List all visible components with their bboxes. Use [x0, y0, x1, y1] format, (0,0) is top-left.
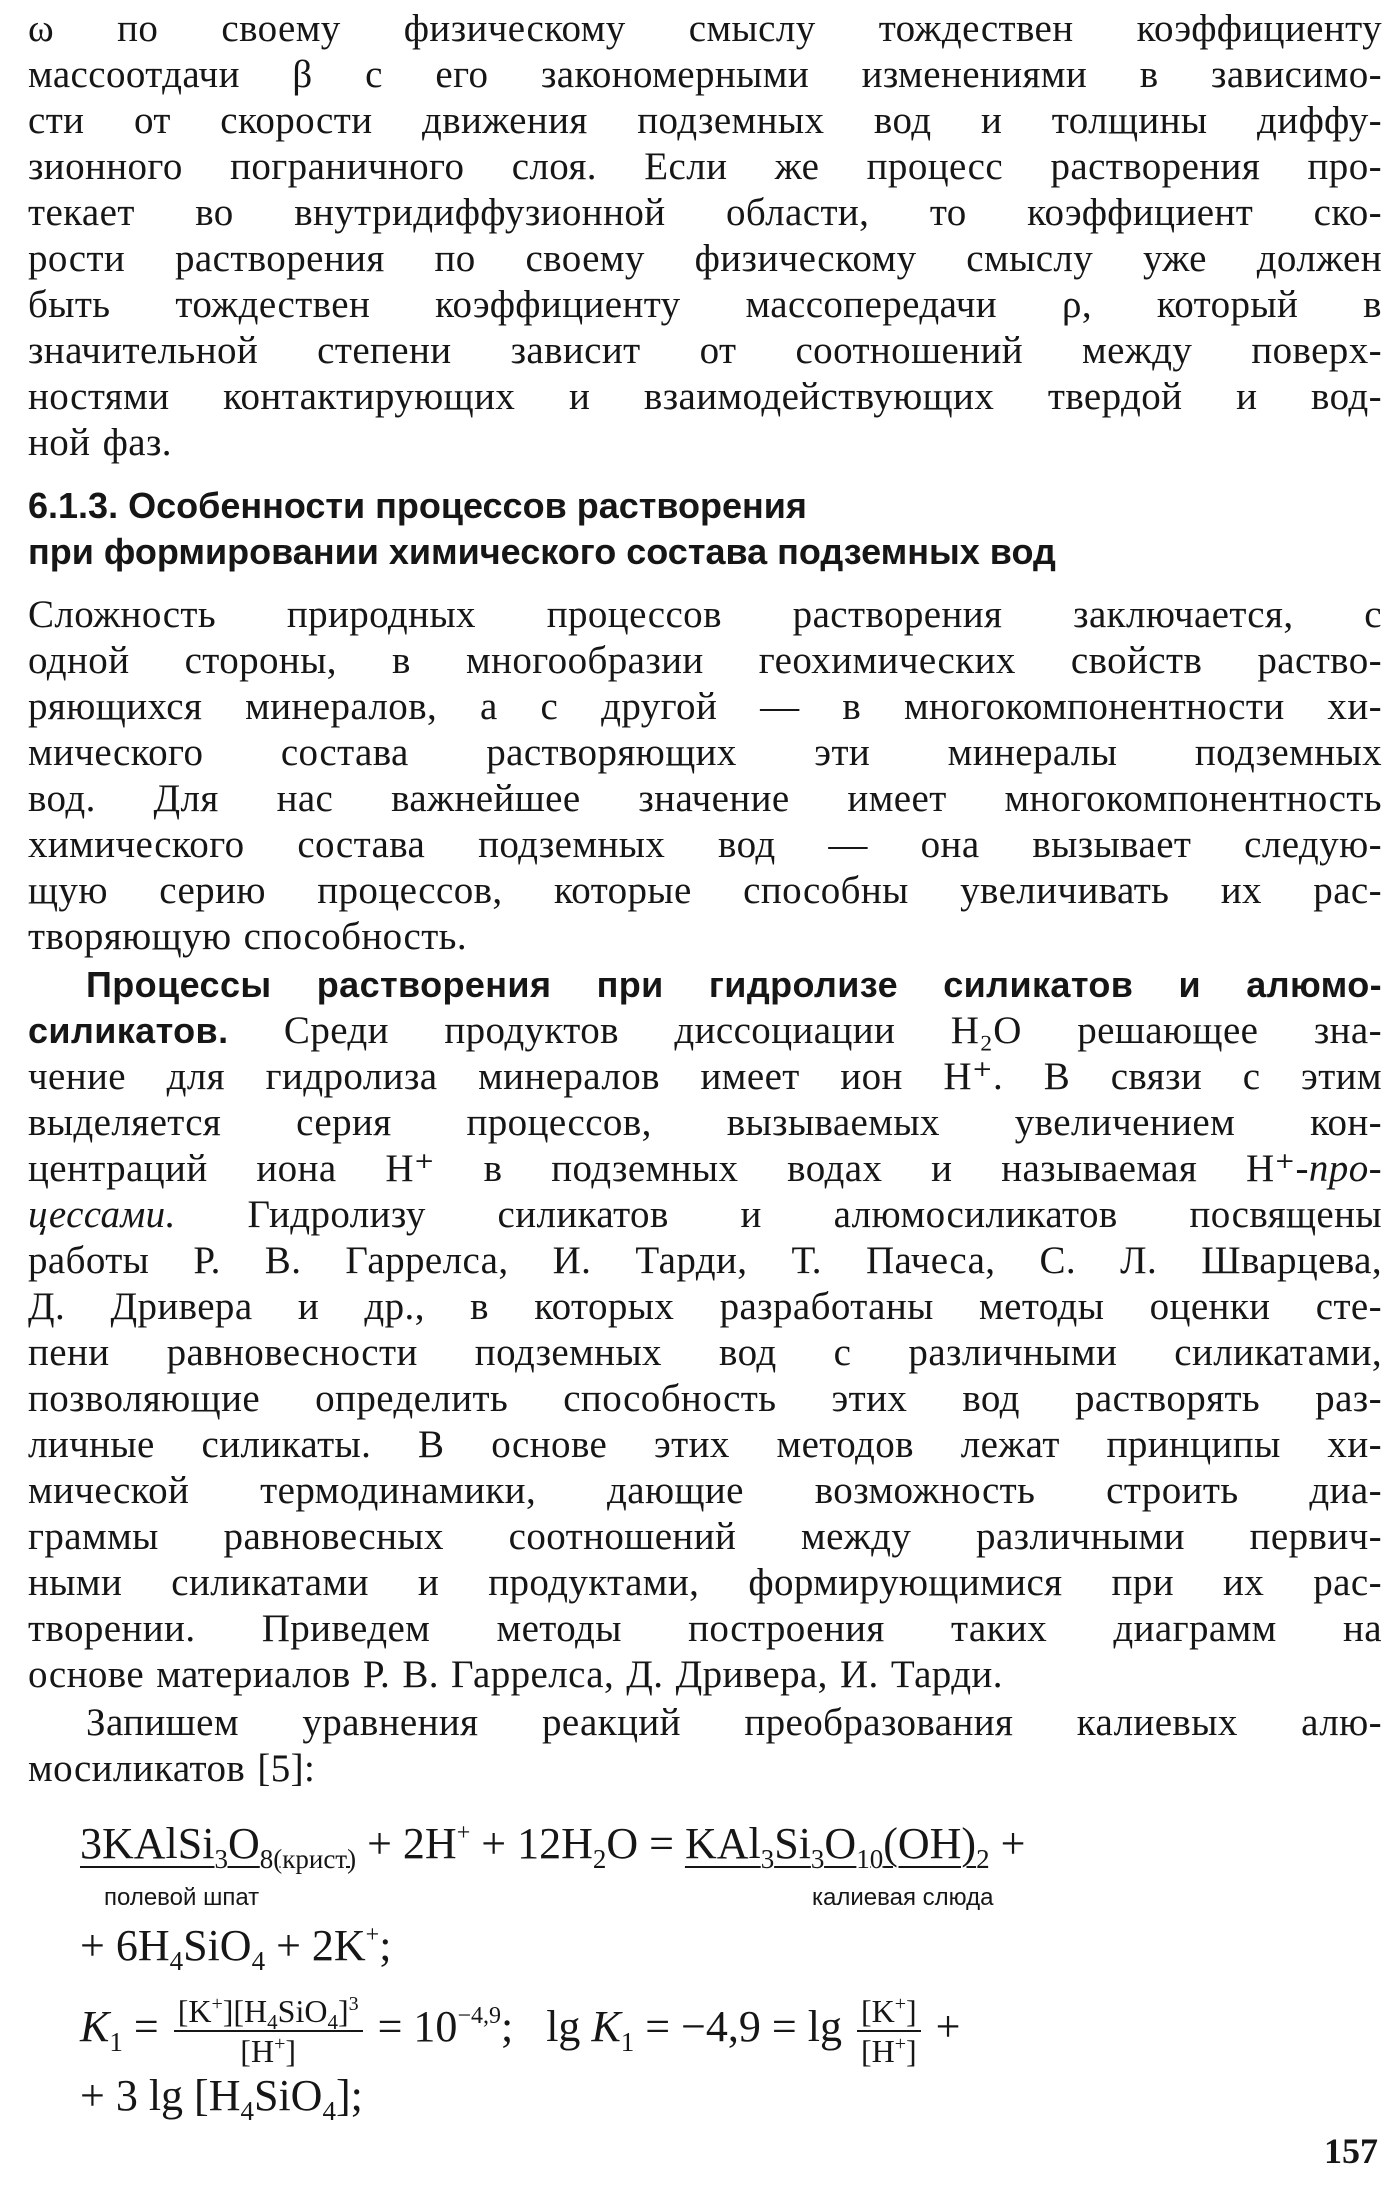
text-line: Сложность природных процессов растворения заключается, с [28, 593, 1382, 636]
text-line: позволяющие определить способность этих вод растворять раз- [28, 1377, 1382, 1420]
equation-line-1: $3KAlSi_3O_{8(крист)} + 2H^+ + 12H_2O = KAl_3Si_3O_{10}(OH)_2$ + [80, 1819, 1026, 1874]
text-line: граммы равновесных соотношений между различными первич- [28, 1515, 1382, 1558]
section-heading-line-2: при формировании химического состава подземных вод [28, 531, 1056, 572]
text-line: быть тождествен коэффициенту массопередачи ρ, который в [28, 283, 1382, 326]
equation-line-4: + 3 $\lg [H_4SiO_4]$; [80, 2071, 363, 2126]
text-line: цессами. Гидролизу силикатов и алюмосиликатов посвящены [28, 1193, 1382, 1236]
text-line: личные силикаты. В основе этих методов лежат принципы хи- [28, 1423, 1382, 1466]
label-feldspar: полевой шпат [104, 1884, 260, 1911]
text-line: пени равновесности подземных вод с различными силикатами, [28, 1331, 1382, 1374]
text-line: мического состава растворяющих эти минералы подземных [28, 731, 1382, 774]
text-line: чение для гидролиза минералов имеет ион H⁺. В связи с этим [28, 1055, 1382, 1098]
text-line: зионного пограничного слоя. Если же процесс растворения про- [28, 145, 1382, 188]
text-line: ω по своему физическому смыслу тождествен коэффициенту [28, 7, 1382, 50]
text-line: текает во внутридиффузионной области, то коэффициент ско- [28, 191, 1382, 234]
text-line: рости растворения по своему физическому смыслу уже должен [28, 237, 1382, 280]
bold-lead: силикатов. [28, 1010, 229, 1051]
text-line: химического состава подземных вод — она вызывает следую- [28, 823, 1382, 866]
text-line: Запишем уравнения реакций преобразования калиевых алю- [86, 1701, 1382, 1744]
text-line: творяющую способность. [28, 915, 468, 958]
text-line [86, 962, 1382, 1008]
text-line: вод. Для нас важнейшее значение имеет многокомпонентность [28, 777, 1382, 820]
equation-line-3: $K_1$ = $\frac{[K^+][H_4SiO_4]^3}{[H^+]}$ = $10^{-4,9}$; $\lg K_1 = -4,9 = \lg$ $\frac{[K^+]}{[H^+]}$ + [80, 1993, 961, 2069]
text-line: одной стороны, в многообразии геохимических свойств раство- [28, 639, 1382, 682]
text-line: основе материалов Р. В. Гаррелса, Д. Дривера, И. Тарди. [28, 1653, 1003, 1696]
text-line: массоотдачи β с его закономерными изменениями в зависимо- [28, 53, 1382, 96]
text-line: Д. Дривера и др., в которых разработаны методы оценки сте- [28, 1285, 1382, 1328]
text-line: щую серию процессов, которые способны увеличивать их рас- [28, 869, 1382, 912]
text-line: значительной степени зависит от соотношений между поверх- [28, 329, 1382, 372]
text-line: ной фаз. [28, 421, 172, 464]
text-line: работы Р. В. Гаррелса, И. Тарди, Т. Пачеса, С. Л. Шварцева, [28, 1239, 1382, 1282]
text-line: силикатов. Среди продуктов диссоциации H₂O решающее зна- [28, 1009, 1382, 1052]
text-line: мической термодинамики, дающие возможность строить диа- [28, 1469, 1382, 1512]
section-heading-line-1: 6.1.3. Особенности процессов растворения [28, 485, 807, 526]
label-potassium-mica: калиевая слюда [812, 1884, 994, 1911]
equation-line-2: + $6H_4SiO_4 + 2K^+$; [80, 1921, 392, 1976]
bold-lead: Процессы растворения при гидролизе силикатов и алюмо- [86, 964, 1382, 1005]
page-number: 157 [1324, 2131, 1378, 2171]
text-line: сти от скорости движения подземных вод и толщины диффу- [28, 99, 1382, 142]
text-line: центраций иона H⁺ в подземных водах и называемая H⁺-про- [28, 1147, 1382, 1190]
text-line: ряющихся минералов, а с другой — в многокомпонентности хи- [28, 685, 1382, 728]
text-line: творении. Приведем методы построения таких диаграмм на [28, 1607, 1382, 1650]
text-line: мосиликатов [5]: [28, 1747, 316, 1790]
text-line: ными силикатами и продуктами, формирующимися при их рас- [28, 1561, 1382, 1604]
text-line: ностями контактирующих и взаимодействующих твердой и вод- [28, 375, 1382, 418]
text-line: выделяется серия процессов, вызываемых увеличением кон- [28, 1101, 1382, 1144]
